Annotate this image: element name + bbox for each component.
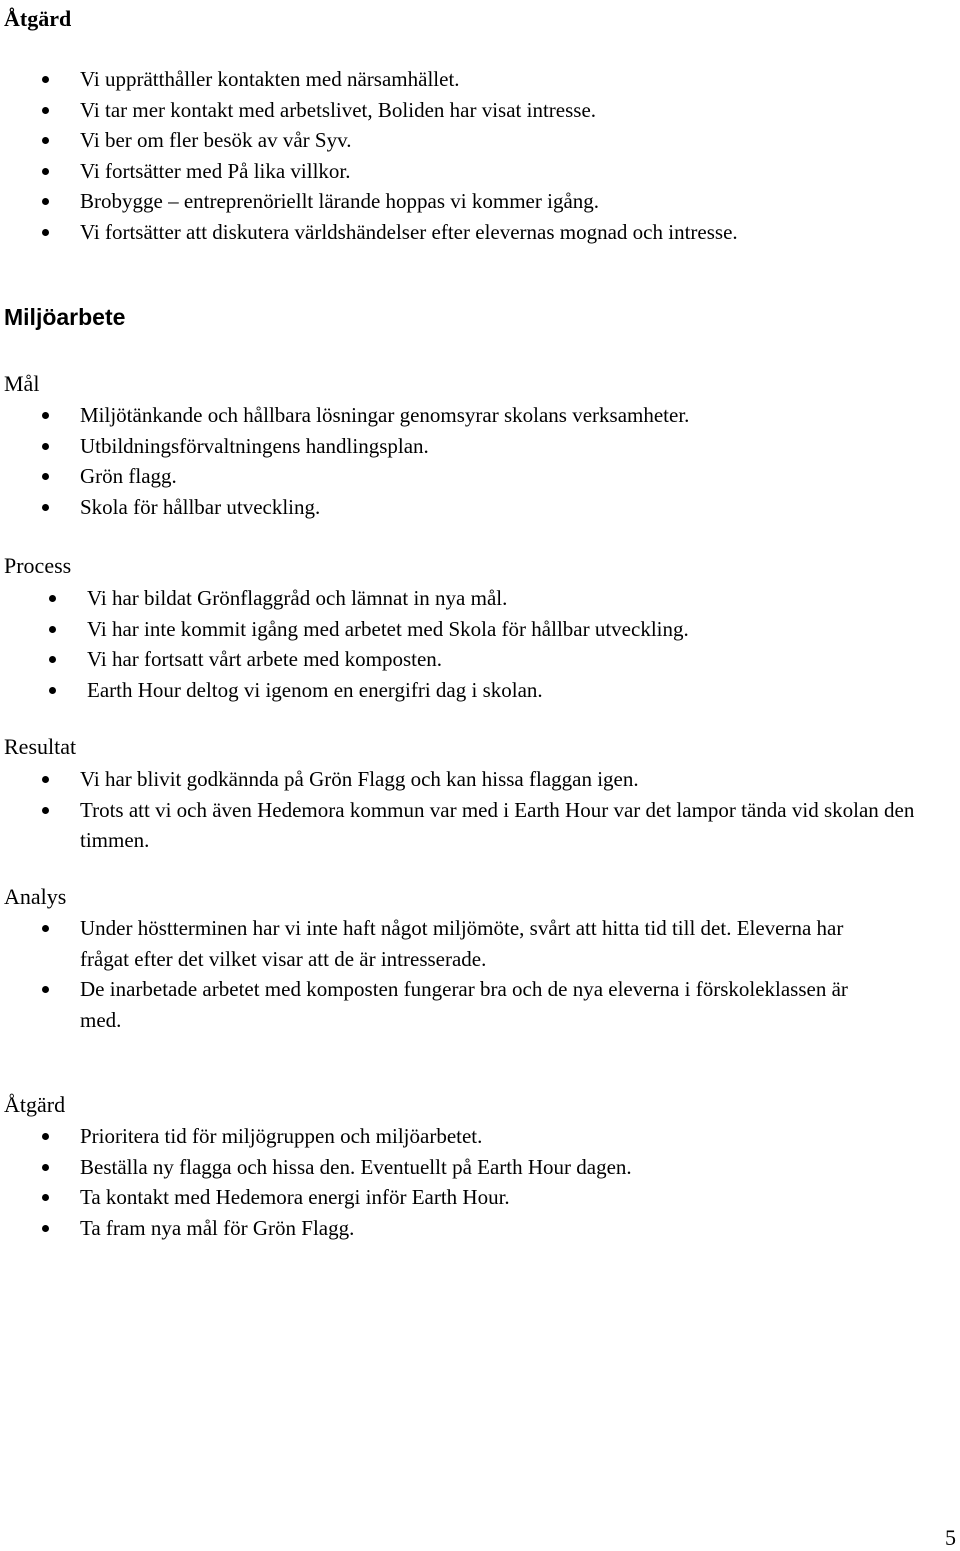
bullet-icon bbox=[42, 107, 49, 114]
bullet-icon bbox=[42, 412, 49, 419]
list-item: Vi ber om fler besök av vår Syv. bbox=[80, 125, 738, 156]
bullet-icon bbox=[42, 1133, 49, 1140]
section-title: Miljöarbete bbox=[4, 304, 126, 330]
list-item: Skola för hållbar utveckling. bbox=[80, 492, 689, 523]
bullet-icon bbox=[42, 229, 49, 236]
list-item: Grön flagg. bbox=[80, 461, 689, 492]
mal-list bbox=[80, 400, 689, 522]
bullet-icon bbox=[42, 1164, 49, 1171]
list-item: De inarbetade arbetet med komposten fungerar bra och de nya eleverna i förskoleklassen är med. bbox=[80, 974, 880, 1035]
list-item: Vi fortsätter att diskutera världshändelser efter elevernas mognad och intresse. bbox=[80, 217, 738, 248]
analys-list bbox=[80, 913, 880, 1035]
list-item: Vi tar mer kontakt med arbetslivet, Boliden har visat intresse. bbox=[80, 95, 738, 126]
list-item: Trots att vi och även Hedemora kommun var med i Earth Hour var det lampor tända vid skolan den timmen. bbox=[80, 795, 940, 856]
list-item: Beställa ny flagga och hissa den. Eventuellt på Earth Hour dagen. bbox=[80, 1152, 632, 1183]
list-item: Miljötänkande och hållbara lösningar genomsyrar skolans verksamheter. bbox=[80, 400, 689, 431]
analys-heading: Analys bbox=[4, 884, 67, 909]
bullet-icon bbox=[42, 443, 49, 450]
bullet-icon bbox=[42, 168, 49, 175]
bullet-icon bbox=[42, 925, 49, 932]
bullet-icon bbox=[42, 504, 49, 511]
mal-heading: Mål bbox=[4, 371, 40, 396]
bullet-icon bbox=[42, 76, 49, 83]
list-item: Ta kontakt med Hedemora energi inför Earth Hour. bbox=[80, 1182, 632, 1213]
list-item: Utbildningsförvaltningens handlingsplan. bbox=[80, 431, 689, 462]
atgard-heading: Åtgärd bbox=[4, 6, 72, 31]
list-item: Under höstterminen har vi inte haft något miljömöte, svårt att hitta tid till det. Eleverna har frågat efter det vilket visar att de är intresserade. bbox=[80, 913, 880, 974]
list-item: Vi har fortsatt vårt arbete med komposten. bbox=[87, 644, 689, 675]
bullet-icon bbox=[42, 1194, 49, 1201]
list-item: Vi har inte kommit igång med arbetet med Skola för hållbar utveckling. bbox=[87, 614, 689, 645]
atgard-miljo-list bbox=[80, 1121, 632, 1243]
atgard-miljo-heading: Åtgärd bbox=[4, 1092, 66, 1117]
bullet-icon bbox=[49, 687, 56, 694]
atgard-list bbox=[80, 64, 738, 247]
resultat-list bbox=[80, 764, 940, 856]
list-item: Vi fortsätter med På lika villkor. bbox=[80, 156, 738, 187]
list-item: Vi har blivit godkännda på Grön Flagg och kan hissa flaggan igen. bbox=[80, 764, 940, 795]
list-item: Ta fram nya mål för Grön Flagg. bbox=[80, 1213, 632, 1244]
bullet-icon bbox=[42, 776, 49, 783]
list-item: Vi upprätthåller kontakten med närsamhället. bbox=[80, 64, 738, 95]
list-item: Earth Hour deltog vi igenom en energifri dag i skolan. bbox=[87, 675, 689, 706]
bullet-icon bbox=[42, 198, 49, 205]
bullet-icon bbox=[42, 986, 49, 993]
bullet-icon bbox=[49, 626, 56, 633]
bullet-icon bbox=[49, 656, 56, 663]
list-item: Brobygge – entreprenöriellt lärande hoppas vi kommer igång. bbox=[80, 186, 738, 217]
list-item: Vi har bildat Grönflaggråd och lämnat in nya mål. bbox=[87, 583, 689, 614]
bullet-icon bbox=[42, 473, 49, 480]
process-list bbox=[87, 583, 689, 705]
bullet-icon bbox=[49, 595, 56, 602]
page-number: 5 bbox=[945, 1525, 956, 1550]
bullet-icon bbox=[42, 807, 49, 814]
list-item: Prioritera tid för miljögruppen och miljöarbetet. bbox=[80, 1121, 632, 1152]
resultat-heading: Resultat bbox=[4, 734, 77, 759]
bullet-icon bbox=[42, 1225, 49, 1232]
bullet-icon bbox=[42, 137, 49, 144]
process-heading: Process bbox=[4, 553, 72, 578]
